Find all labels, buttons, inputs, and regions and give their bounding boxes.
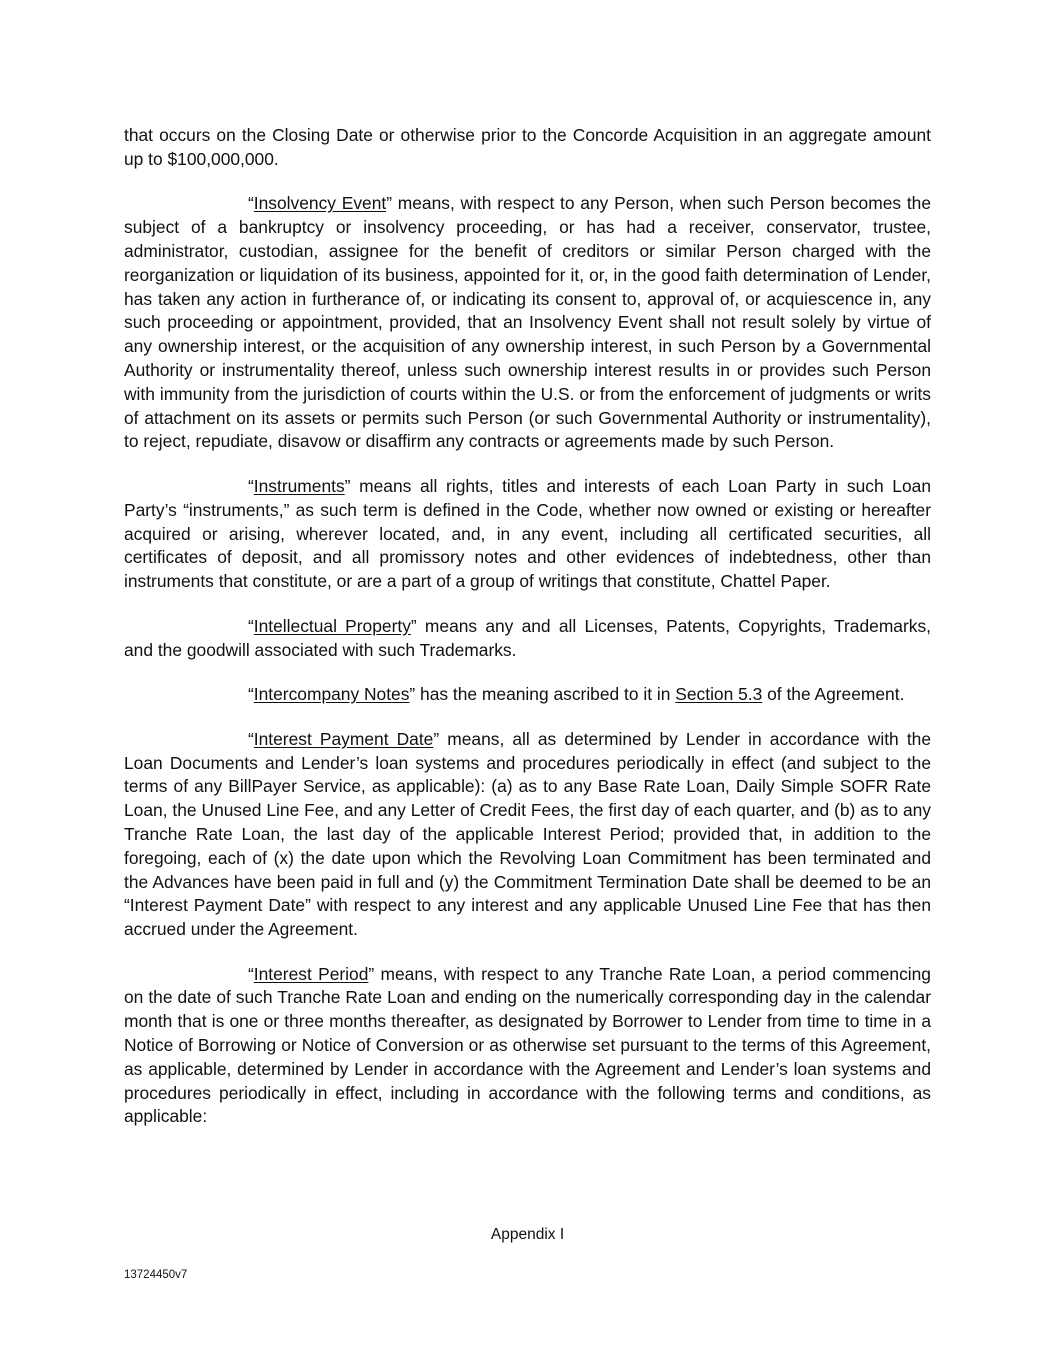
definition-interest-payment-date: “Interest Payment Date” means, all as determined by Lender in accordance with the Loan Documents and Lender’s loan systems and procedures periodically in effect (and subject to the terms of any BillPayer Service, as applicable): (a) as to any Base Rate Loan, Daily Simple SOFR Rate Loan, the Unused Line Fee, and any Letter of Credit Fees, the first day of each quarter, and (b) as to any Tranche Rate Loan, the last day of the applicable Interest Period; provided that, in addition to the foregoing, each of (x) the date upon which the Revolving Loan Commitment has been terminated and the Advances have been paid in full and (y) the Commitment Termination Date shall be deemed to be an “Interest Payment Date” with respect to any interest and any applicable Unused Line Fee that has then accrued under the Agreement. — [124, 728, 931, 940]
definition-text: has the meaning ascribed to it in — [415, 684, 676, 705]
document-body — [124, 124, 931, 1150]
defined-term: Insolvency Event — [253, 193, 387, 214]
paragraph-text: that occurs on the Closing Date or otherwise prior to the Concorde Acquisition in an aggregate amount up to $100,000,000. — [124, 125, 931, 169]
section-reference: Section 5.3 — [675, 684, 763, 705]
definition-interest-period: “Interest Period” means, with respect to any Tranche Rate Loan, a period commencing on the date of such Tranche Rate Loan and ending on the numerically corresponding day in the calendar month that is one or three months thereafter, as designated by Borrower to Lender from time to time in a Notice of Borrowing or Notice of Conversion or as otherwise set pursuant to the terms of this Agreement, as applicable, determined by Lender in accordance with the Agreement and Lender’s loan systems and procedures periodically in effect, including in accordance with the following terms and conditions, as applicable: — [124, 963, 931, 1127]
document-id: 13724450v7 — [124, 1269, 188, 1281]
page-footer-label: Appendix I — [490, 1226, 565, 1243]
defined-term: Instruments — [253, 475, 345, 496]
definition-text-after: of the Agreement. — [762, 684, 905, 705]
definition-text: means, all as determined by Lender in accordance with the Loan Documents and Lender’s loan systems and procedures periodically in effect (and subject to the terms of any BillPayer Service, as applicable): (a) as to any Base Rate Loan, Daily Simple SOFR Rate Loan, the Unused Line Fee, and any Letter of Credit Fees, the first day of each quarter, and (b) as to any Tranche Rate Loan, the last day of the applicable Interest Period; provided that, in addition to the foregoing, each of (x) the date upon which the Revolving Loan Commitment has been terminated and the Advances have been paid in full and (y) the Commitment Termination Date shall be deemed to be an “Interest Payment Date” with respect to any interest and any applicable Unused Line Fee that has then accrued under the Agreement. — [124, 728, 931, 940]
paragraph-continuation — [124, 124, 931, 172]
definition-intercompany-notes: “Intercompany Notes” has the meaning ascribed to it in Section 5.3 of the Agreement. — [248, 684, 905, 705]
definition-insolvency-event: “Insolvency Event” means, with respect to any Person, when such Person becomes the subject of a bankruptcy or insolvency proceeding, or has had a receiver, conservator, trustee, administrator, custodian, assignee for the benefit of creditors or similar Person charged with the reorganization or liquidation of its business, appointed for it, or, in the good faith determination of Lender, has taken any action in furtherance of, or indicating its consent to, approval of, or acquiescence in, any such proceeding or appointment, provided, that an Insolvency Event shall not result solely by virtue of any ownership interest, or the acquisition of any ownership interest, in such Person by a Governmental Authority or instrumentality thereof, unless such ownership interest results in or provides such Person with immunity from the jurisdiction of courts within the U.S. or from the enforcement of judgments or writs of attachment on its assets or permits such Person (or such Governmental Authority or instrumentality), to reject, repudiate, disavow or disaffirm any contracts or agreements made by such Person. — [124, 193, 931, 452]
defined-term: Interest Payment Date — [253, 728, 434, 749]
definition-text: means, with respect to any Tranche Rate Loan, a period commencing on the date of such Tranche Rate Loan and ending on the numerically corresponding day in the calendar month that is one or three months thereafter, as designated by Borrower to Lender from time to time in a Notice of Borrowing or Notice of Conversion or as otherwise set pursuant to the terms of this Agreement, as applicable, determined by Lender in accordance with the Agreement and Lender’s loan systems and procedures periodically in effect, including in accordance with the following terms and conditions, as applicable: — [124, 963, 931, 1127]
defined-term: Interest Period — [253, 963, 369, 984]
defined-term: Intellectual Property — [253, 615, 411, 636]
definition-text: means all rights, titles and interests of each Loan Party in such Loan Party’s “instruments,” as such term is defined in the Code, whether now owned or existing or hereafter acquired or arising, wherever located, and, in any event, including all certificated securities, all certificates of deposit, and all promissory notes and other evidences of indebtedness, other than instruments that constitute, or are a part of a group of writings that constitute, Chattel Paper. — [124, 475, 931, 592]
definition-text: means, with respect to any Person, when such Person becomes the subject of a bankruptcy or insolvency proceeding, or has had a receiver, conservator, trustee, administrator, custodian, assignee for the benefit of creditors or similar Person charged with the reorganization or liquidation of its business, appointed for it, or, in the good faith determination of Lender, has taken any action in furtherance of, or indicating its consent to, approval of, or acquiescence in, any such proceeding or appointment, provided, that an Insolvency Event shall not result solely by virtue of any ownership interest, or the acquisition of any ownership interest, in such Person by a Governmental Authority or instrumentality thereof, unless such ownership interest results in or provides such Person with immunity from the jurisdiction of courts within the U.S. or from the enforcement of judgments or writs of attachment on its assets or permits such Person (or such Governmental Authority or instrumentality), to reject, repudiate, disavow or disaffirm any contracts or agreements made by such Person. — [124, 193, 931, 452]
definition-instruments: “Instruments” means all rights, titles and interests of each Loan Party in such Loan Party’s “instruments,” as such term is defined in the Code, whether now owned or existing or hereafter acquired or arising, wherever located, and, in any event, including all certificated securities, all certificates of deposit, and all promissory notes and other evidences of indebtedness, other than instruments that constitute, or are a part of a group of writings that constitute, Chattel Paper. — [124, 475, 931, 592]
definition-text: means any and all Licenses, Patents, Copyrights, Trademarks, and the goodwill associated with such Trademarks. — [124, 615, 931, 660]
definition-intellectual-property: “Intellectual Property” means any and all Licenses, Patents, Copyrights, Trademarks, and the goodwill associated with such Trademarks. — [124, 615, 931, 660]
defined-term: Intercompany Notes — [253, 684, 410, 705]
